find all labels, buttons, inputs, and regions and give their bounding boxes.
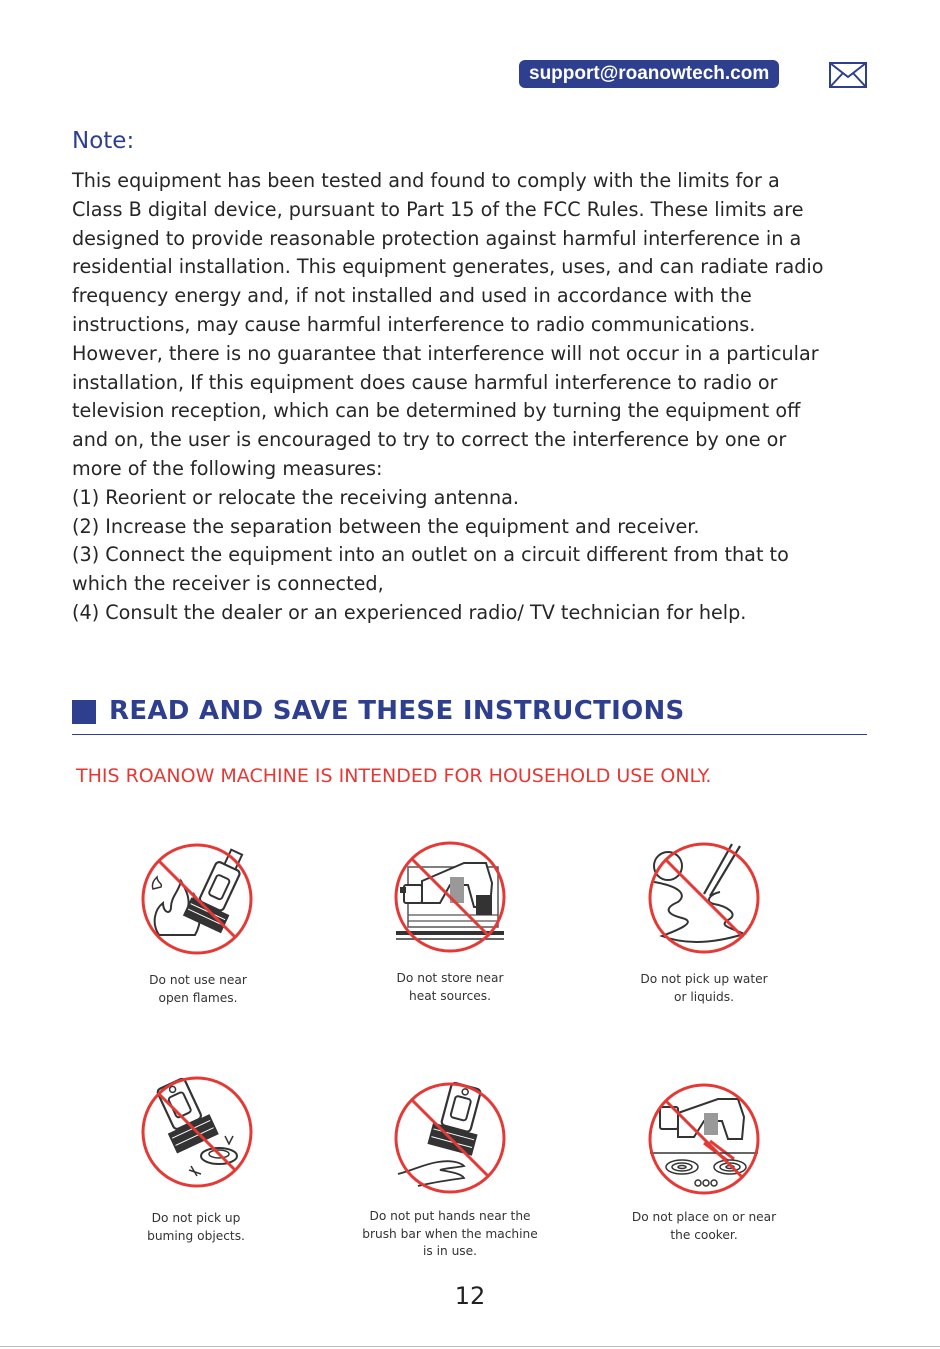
no-cooker-icon [648, 1083, 760, 1195]
measure-4: (4) Consult the dealer or an experienced radio/ TV technician for help. [72, 600, 747, 624]
caption-line: buming objects. [147, 1228, 245, 1243]
page-bottom-divider [0, 1346, 940, 1347]
section-title: READ AND SAVE THESE INSTRUCTIONS [109, 696, 685, 726]
note-line: and on, the user is encouraged to try to correct the interference by one or [72, 428, 787, 452]
no-hands-near-brush-icon [394, 1082, 506, 1194]
note-line: installation, If this equipment does cause harmful interference to radio or [72, 370, 778, 394]
note-title: Note: [72, 128, 135, 154]
caption-line: Do not store near [396, 971, 504, 985]
note-line: This equipment has been tested and found to comply with the limits for a [72, 169, 780, 192]
household-use-notice: THIS ROANOW MACHINE IS INTENDED FOR HOUSEHOLD USE ONLY. [76, 765, 712, 787]
caption-line: is in use. [422, 1244, 478, 1258]
measure-3: (3) Connect the equipment into an outlet on a circuit different from that to [72, 543, 789, 567]
note-line: residential installation. This equipment generates, uses, and can radiate radio [72, 255, 824, 279]
caption-line: heat sources. [408, 988, 492, 1003]
note-line: television reception, which can be determined by turning the equipment off [72, 399, 801, 423]
no-water-icon [648, 842, 760, 954]
caption-line: Do not use near [149, 973, 247, 987]
caption-line: Do not pick up [151, 1211, 241, 1225]
caption-line: open flames. [158, 990, 238, 1005]
note-line: Class B digital device, pursuant to Part 15 of the FCC Rules. These limits are [72, 197, 804, 221]
caption-line: brush bar when the machine [362, 1226, 538, 1241]
caption-open-flames [103, 972, 293, 1007]
no-open-flames-icon [141, 843, 253, 955]
section-divider [72, 734, 867, 735]
note-line: instructions, may cause harmful interference to radio communications. [72, 312, 756, 336]
caption-line: or liquids. [674, 989, 734, 1004]
envelope-icon[interactable] [829, 62, 867, 88]
note-line: designed to provide reasonable protection against harmful interference in a [72, 226, 802, 250]
caption-hands-near-brush [355, 1208, 545, 1261]
note-line: However, there is no guarantee that interference will not occur in a particular [72, 341, 819, 365]
note-body [72, 167, 882, 628]
caption-water [609, 971, 799, 1006]
no-burning-objects-icon [141, 1076, 253, 1188]
page-number: 12 [454, 1282, 486, 1310]
caption-cooker [609, 1209, 799, 1244]
measure-3-continued: which the receiver is connected, [72, 572, 384, 596]
caption-line: Do not put hands near the [369, 1209, 531, 1223]
no-heat-sources-icon [394, 841, 506, 953]
note-line: more of the following measures: [72, 456, 383, 480]
measure-1: (1) Reorient or relocate the receiving antenna. [72, 485, 519, 509]
measure-2: (2) Increase the separation between the equipment and receiver. [72, 514, 700, 538]
caption-line: Do not place on or near [631, 1210, 777, 1224]
support-email[interactable]: support@roanowtech.com [519, 60, 779, 88]
caption-burning-objects [101, 1210, 291, 1245]
support-email-badge[interactable] [519, 60, 821, 88]
note-line: frequency energy and, if not installed and used in accordance with the [72, 284, 752, 308]
section-marker [72, 700, 96, 724]
caption-line: the cooker. [670, 1227, 738, 1242]
caption-heat-sources [355, 970, 545, 1005]
caption-line: Do not pick up water [640, 972, 768, 986]
